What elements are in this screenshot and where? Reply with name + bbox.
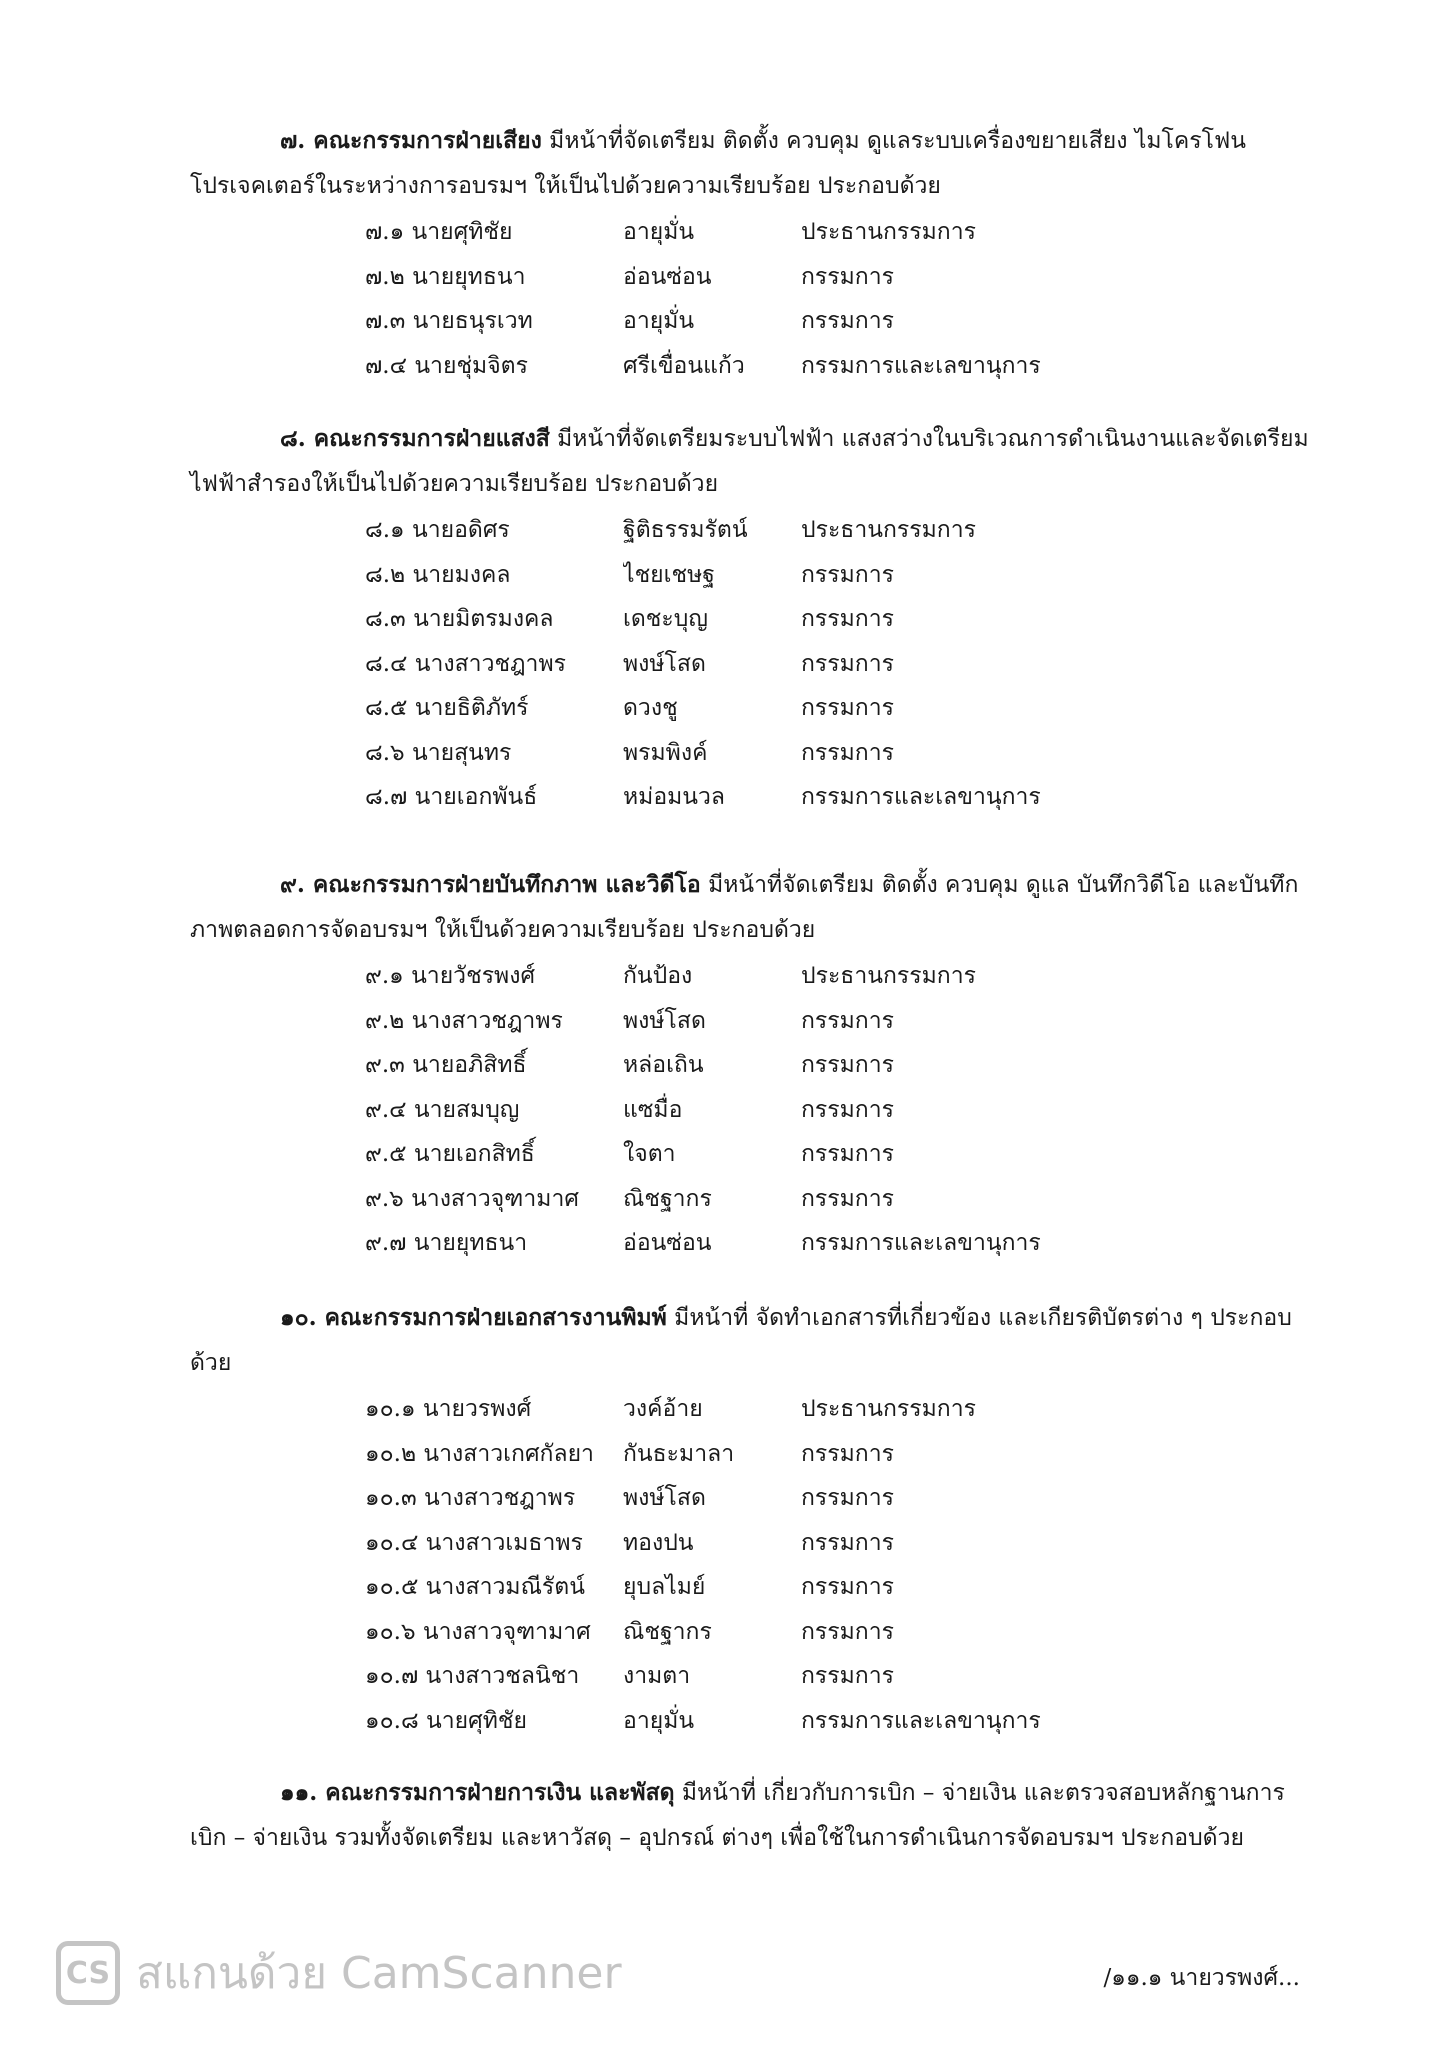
section-description: มีหน้าที่จัดเตรียมระบบไฟฟ้า แสงสว่างในบริเวณการดำเนินงานและจัดเตรียมไฟฟ้าสำรองให้เป็นไปด้วยความเรียบร้อย ประกอบด้วย xyxy=(190,426,1309,497)
member-role: กรรมการและเลขานุการ xyxy=(801,1707,1041,1734)
member-row xyxy=(365,210,1310,255)
member-row xyxy=(365,1565,1310,1610)
member-row xyxy=(365,642,1310,687)
member-name: ๑๐.๒ นางสาวเกศกัลยา xyxy=(365,1440,594,1467)
member-surname: หม่อมนวล xyxy=(623,784,726,810)
member-name: ๙.๒ นางสาวชฎาพร xyxy=(365,1007,563,1034)
member-name: ๙.๔ นายสมบุญ xyxy=(365,1096,520,1123)
member-row xyxy=(365,999,1310,1044)
member-surname: วงค์อ้าย xyxy=(623,1396,703,1422)
section-finance-committee xyxy=(190,1770,1310,1861)
section-sound-committee xyxy=(190,118,1310,388)
member-name: ๗.๒ นายยุทธนา xyxy=(365,263,526,290)
member-surname: อายุมั่น xyxy=(623,219,695,245)
member-row xyxy=(365,1432,1310,1477)
member-surname: กันธะมาลา xyxy=(623,1440,735,1467)
member-surname: อ่อนซ่อน xyxy=(623,1230,712,1256)
member-surname: ทองปน xyxy=(623,1529,694,1556)
member-row xyxy=(365,597,1310,642)
member-name: ๘.๔ นางสาวชฎาพร xyxy=(365,650,566,677)
member-row xyxy=(365,1476,1310,1521)
member-role: กรรมการ xyxy=(801,1141,894,1167)
member-surname: พรมพิงค์ xyxy=(623,739,708,766)
member-surname: กันป้อง xyxy=(623,963,693,989)
member-name: ๑๐.๖ นางสาวจุฑามาศ xyxy=(365,1618,591,1645)
member-list xyxy=(190,1387,1310,1743)
member-row xyxy=(365,731,1310,776)
member-role: ประธานกรรมการ xyxy=(801,963,976,989)
member-name: ๑๐.๗ นางสาวชลนิชา xyxy=(365,1663,580,1689)
member-name: ๑๐.๔ นางสาวเมธาพร xyxy=(365,1529,583,1556)
member-row xyxy=(365,775,1310,820)
member-name: ๙.๖ นางสาวจุฑามาศ xyxy=(365,1185,579,1212)
member-role: กรรมการ xyxy=(801,650,894,677)
member-role: ประธานกรรมการ xyxy=(801,219,976,245)
member-name: ๑๐.๘ นายศุทิชัย xyxy=(365,1707,527,1734)
member-name: ๑๐.๑ นายวรพงศ์ xyxy=(365,1396,532,1422)
section-title: ๙. คณะกรรมการฝ่ายบันทึกภาพ และวิดีโอ xyxy=(280,871,701,898)
member-surname: ฐิติธรรมรัตน์ xyxy=(623,517,748,543)
member-role: กรรมการและเลขานุการ xyxy=(801,352,1041,379)
member-row xyxy=(365,686,1310,731)
section-title: ๗. คณะกรรมการฝ่ายเสียง xyxy=(280,127,542,154)
member-role: กรรมการ xyxy=(801,1618,894,1645)
member-role: กรรมการ xyxy=(801,739,894,766)
member-name: ๑๐.๕ นางสาวมณีรัตน์ xyxy=(365,1574,585,1600)
camscanner-watermark xyxy=(56,1938,622,2008)
member-role: กรรมการ xyxy=(801,1007,894,1034)
member-name: ๗.๔ นายชุ่มจิตร xyxy=(365,352,528,379)
member-name: ๙.๓ นายอภิสิทธิ์ xyxy=(365,1052,527,1078)
member-surname: แซมื่อ xyxy=(623,1096,683,1123)
member-row xyxy=(365,1610,1310,1655)
member-name: ๙.๕ นายเอกสิทธิ์ xyxy=(365,1141,535,1167)
section-description: มีหน้าที่ จัดทำเอกสารที่เกี่ยวข้อง และเกียรติบัตรต่าง ๆ ประกอบด้วย xyxy=(190,1305,1292,1376)
continuation-note: /๑๑.๑ นายวรพงศ์... xyxy=(1103,1965,1300,1991)
member-role: กรรมการ xyxy=(801,561,894,588)
member-list xyxy=(190,954,1310,1266)
member-surname: เดชะบุญ xyxy=(623,606,708,632)
member-role: กรรมการ xyxy=(801,1052,894,1078)
member-role: กรรมการ xyxy=(801,1485,894,1511)
member-role: กรรมการ xyxy=(801,1529,894,1556)
member-surname: ดวงชู xyxy=(623,695,678,721)
member-row xyxy=(365,1177,1310,1222)
member-row xyxy=(365,255,1310,300)
section-title: ๑๐. คณะกรรมการฝ่ายเอกสารงานพิมพ์ xyxy=(280,1304,667,1331)
member-name: ๗.๑ นายศุทิชัย xyxy=(365,219,513,245)
section-documents-committee xyxy=(190,1295,1310,1743)
member-row xyxy=(365,1387,1310,1432)
section-title: ๑๑. คณะกรรมการฝ่ายการเงิน และพัสดุ xyxy=(280,1779,675,1806)
member-row xyxy=(365,508,1310,553)
section-heading xyxy=(190,118,1310,209)
member-list xyxy=(190,210,1310,388)
member-row xyxy=(365,1043,1310,1088)
member-row xyxy=(365,1088,1310,1133)
member-name: ๙.๑ นายวัชรพงศ์ xyxy=(365,963,536,989)
section-description: มีหน้าที่ เกี่ยวกับการเบิก – จ่ายเงิน และตรวจสอบหลักฐานการเบิก – จ่ายเงิน รวมทั้งจัดเตรียม และหาวัสดุ – อุปกรณ์ ต่างๆ เพื่อใช้ในการดำเนินการจัดอบรมฯ ประกอบด้วย xyxy=(190,1780,1285,1851)
watermark-text: สแกนด้วย CamScanner xyxy=(136,1948,622,1999)
member-row xyxy=(365,954,1310,999)
member-surname: ณิชฐากร xyxy=(623,1618,712,1645)
member-role: กรรมการ xyxy=(801,1574,894,1600)
member-surname: หล่อเถิน xyxy=(623,1052,704,1078)
section-description: มีหน้าที่จัดเตรียม ติดตั้ง ควบคุม ดูแล บันทึกวิดีโอ และบันทึกภาพตลอดการจัดอบรมฯ ให้เป็นด้วยความเรียบร้อย ประกอบด้วย xyxy=(190,872,1299,943)
section-description: มีหน้าที่จัดเตรียม ติดตั้ง ควบคุม ดูแลระบบเครื่องขยายเสียง ไมโครโฟน โปรเจคเตอร์ในระหว่างการอบรมฯ ให้เป็นไปด้วยความเรียบร้อย ประกอบด้วย xyxy=(190,128,1247,199)
member-surname: อายุมั่น xyxy=(623,308,695,334)
member-row xyxy=(365,1221,1310,1266)
section-heading xyxy=(190,416,1310,507)
member-row xyxy=(365,553,1310,598)
member-role: ประธานกรรมการ xyxy=(801,1396,976,1422)
member-surname: พงษ์โสด xyxy=(623,1485,706,1511)
member-role: ประธานกรรมการ xyxy=(801,517,976,543)
member-name: ๘.๗ นายเอกพันธ์ xyxy=(365,784,538,810)
member-name: ๘.๓ นายมิตรมงคล xyxy=(365,606,554,632)
member-surname: อายุมั่น xyxy=(623,1707,695,1734)
member-surname: ไชยเชษฐ xyxy=(623,561,715,588)
member-surname: พงษ์โสด xyxy=(623,1007,706,1034)
section-heading xyxy=(190,1770,1310,1861)
member-name: ๘.๕ นายธิติภัทร์ xyxy=(365,695,529,721)
member-name: ๘.๒ นายมงคล xyxy=(365,561,511,588)
member-role: กรรมการ xyxy=(801,695,894,721)
member-role: กรรมการและเลขานุการ xyxy=(801,784,1041,810)
member-row xyxy=(365,1654,1310,1699)
section-title: ๘. คณะกรรมการฝ่ายแสงสี xyxy=(280,425,550,452)
section-heading xyxy=(190,1295,1310,1386)
member-role: กรรมการ xyxy=(801,1185,894,1212)
camscanner-logo-icon: CS xyxy=(56,1941,120,2005)
member-role: กรรมการ xyxy=(801,1440,894,1467)
member-name: ๗.๓ นายธนุรเวท xyxy=(365,308,533,334)
member-row xyxy=(365,344,1310,389)
member-list xyxy=(190,508,1310,820)
member-surname: พงษ์โสด xyxy=(623,650,706,677)
member-role: กรรมการ xyxy=(801,263,894,290)
member-role: กรรมการและเลขานุการ xyxy=(801,1230,1041,1256)
member-role: กรรมการ xyxy=(801,606,894,632)
member-surname: ยุบลไมย์ xyxy=(623,1574,706,1600)
member-role: กรรมการ xyxy=(801,1096,894,1123)
member-surname: อ่อนซ่อน xyxy=(623,263,712,290)
member-name: ๙.๗ นายยุทธนา xyxy=(365,1230,528,1256)
member-surname: ณิชฐากร xyxy=(623,1185,712,1212)
member-surname: งามตา xyxy=(623,1663,691,1689)
member-role: กรรมการ xyxy=(801,1663,894,1689)
section-heading xyxy=(190,862,1310,953)
member-row xyxy=(365,1699,1310,1744)
section-photo-video-committee xyxy=(190,862,1310,1266)
member-name: ๘.๖ นายสุนทร xyxy=(365,739,512,766)
member-name: ๘.๑ นายอดิศร xyxy=(365,517,510,543)
member-surname: ใจตา xyxy=(623,1141,676,1167)
member-row xyxy=(365,1521,1310,1566)
member-row xyxy=(365,1132,1310,1177)
member-row xyxy=(365,299,1310,344)
member-role: กรรมการ xyxy=(801,308,894,334)
member-name: ๑๐.๓ นางสาวชฎาพร xyxy=(365,1485,576,1511)
section-lighting-committee xyxy=(190,416,1310,820)
member-surname: ศรีเขื่อนแก้ว xyxy=(623,352,745,379)
